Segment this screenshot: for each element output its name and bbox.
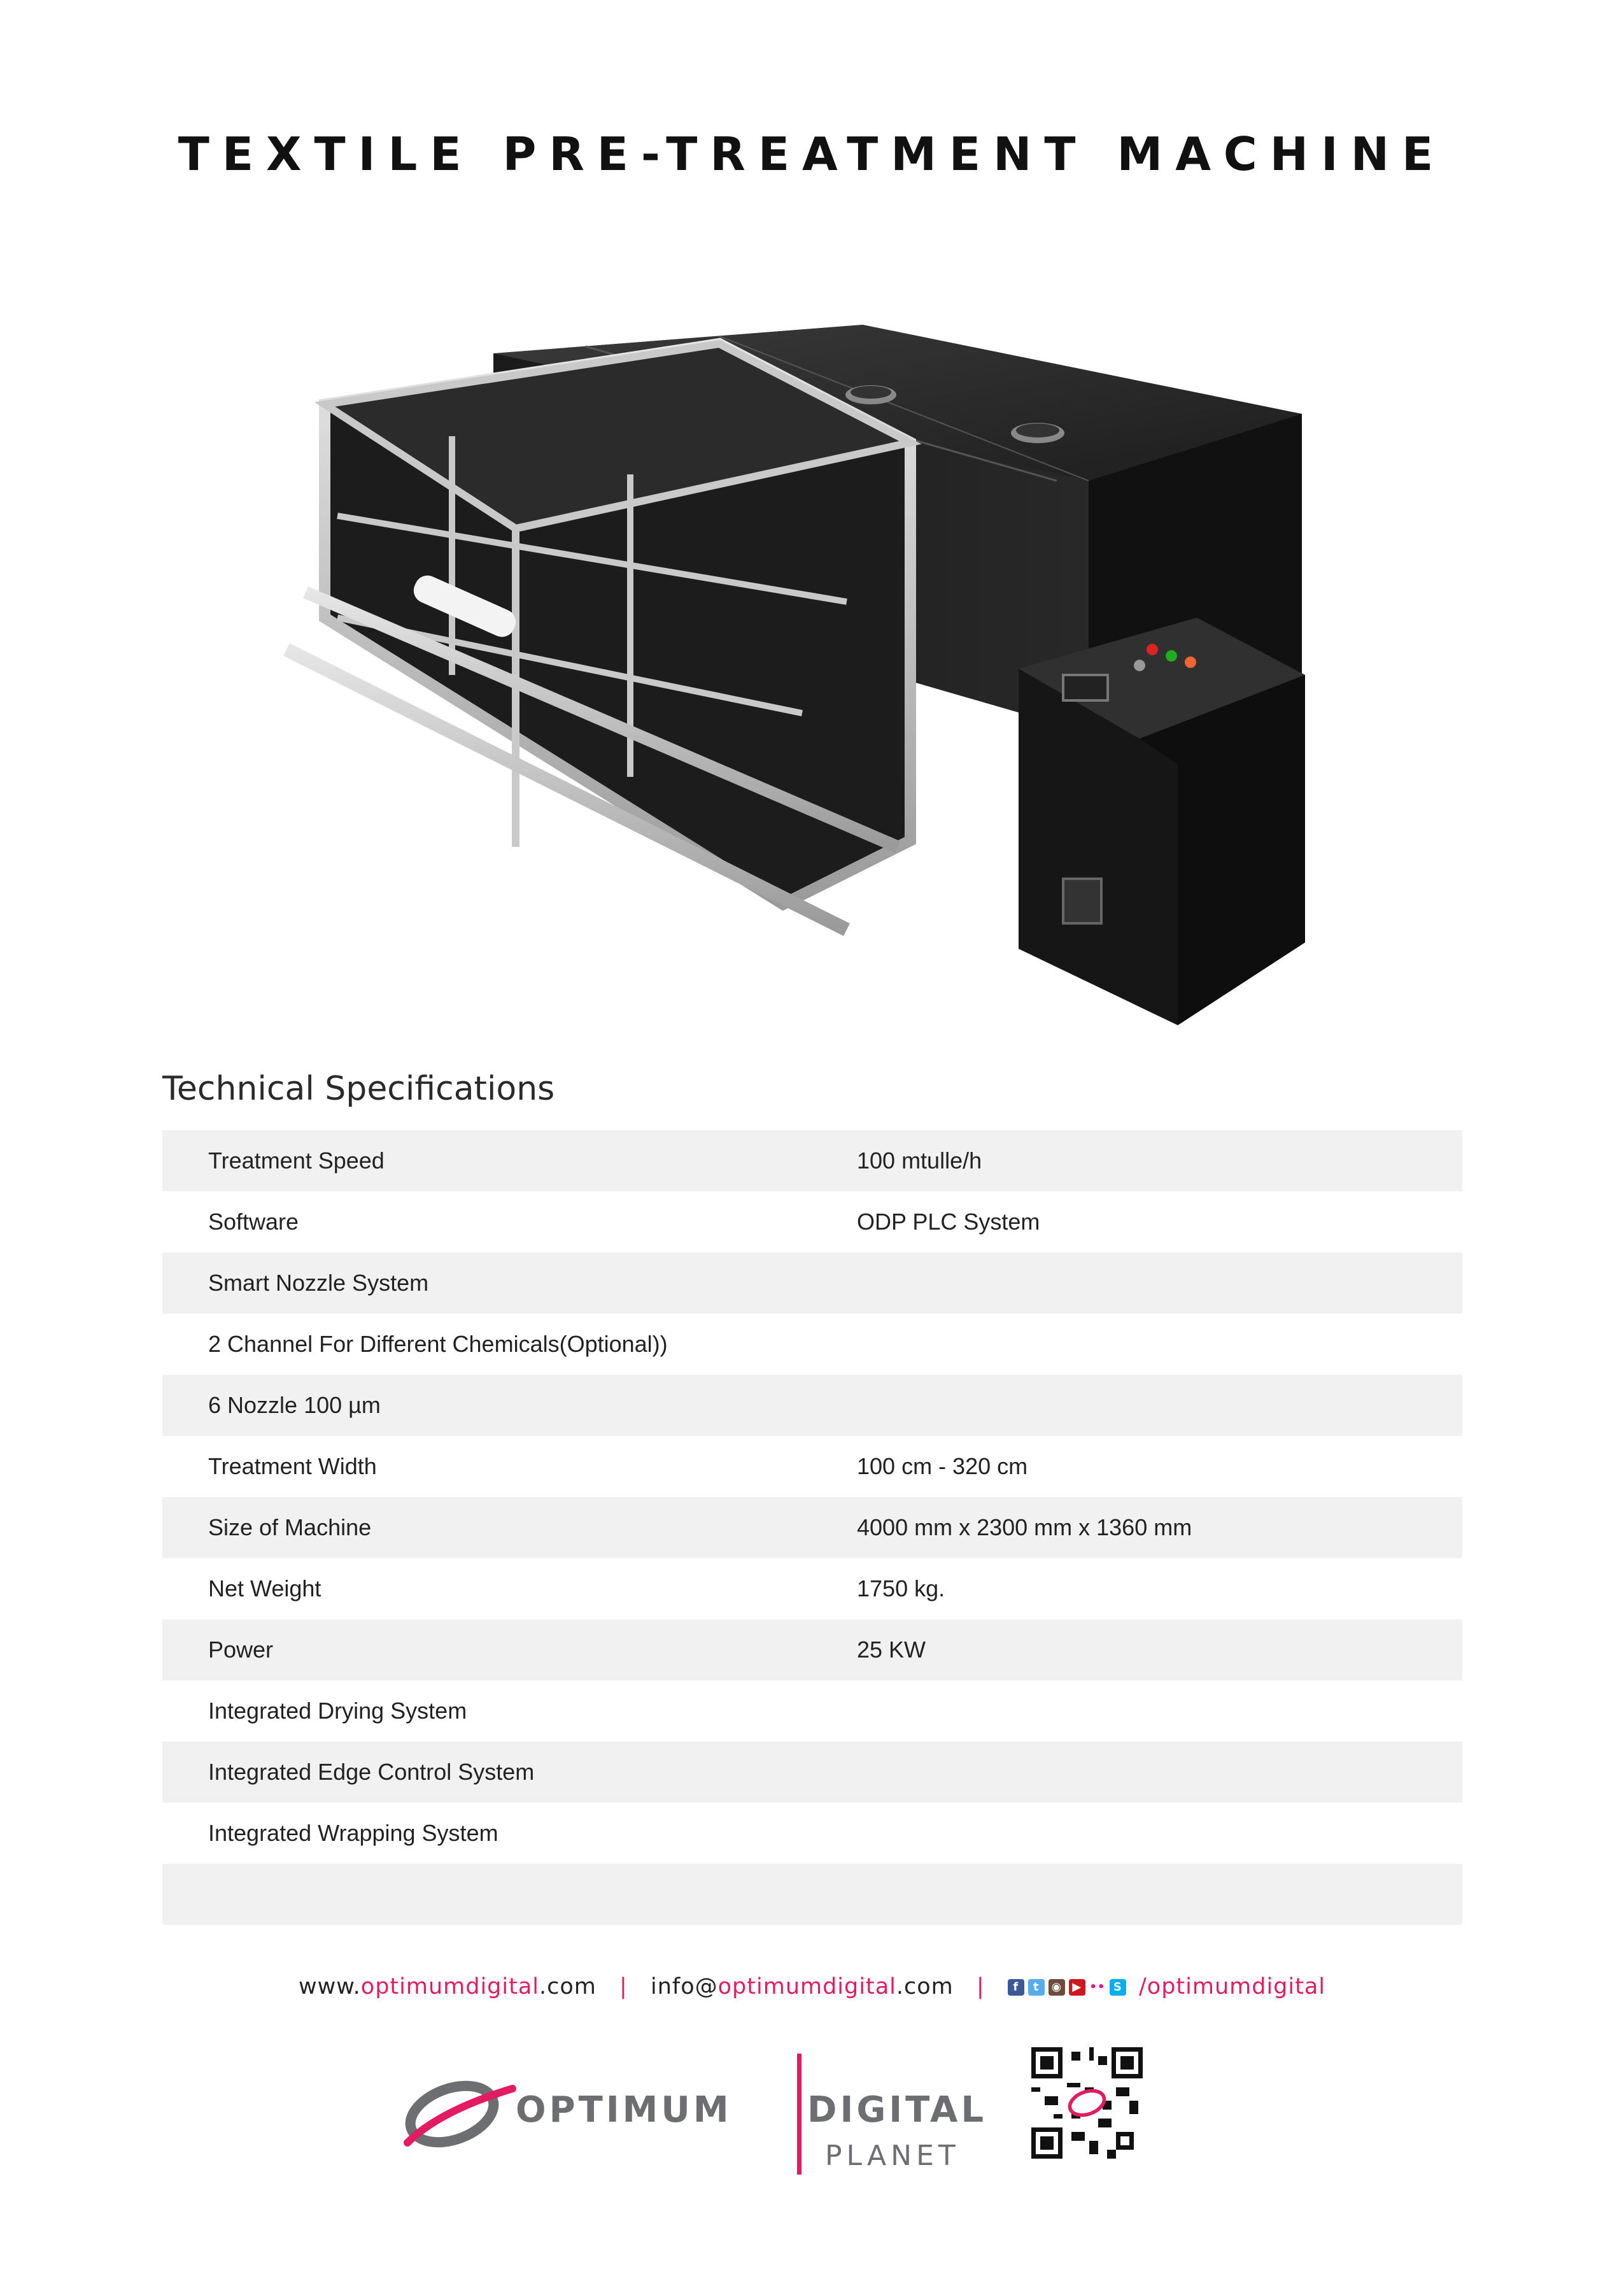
website-brand: optimumdigital — [360, 1974, 540, 1999]
logo-divider — [797, 2054, 801, 2175]
table-row — [162, 1803, 1462, 1864]
machine-image — [274, 318, 1343, 1057]
spec-key: Treatment Width — [208, 1453, 377, 1479]
email-suffix: .com — [896, 1974, 954, 1999]
footer-separator: | — [976, 1974, 985, 1999]
social-handle[interactable]: /optimumdigital — [1138, 1974, 1326, 1999]
specs-heading: Technical Specifications — [162, 1070, 555, 1108]
table-row — [162, 1314, 1462, 1375]
logo-word-digital: DIGITAL — [807, 2089, 987, 2131]
table-row — [162, 1191, 1462, 1253]
spec-key: Integrated Edge Control System — [208, 1759, 535, 1785]
table-row — [162, 1436, 1462, 1497]
logo-word-planet: PLANET — [825, 2140, 960, 2172]
website-link[interactable] — [299, 1974, 597, 1999]
flickr-icon[interactable]: •• — [1089, 1979, 1106, 1996]
instagram-icon[interactable]: ◉ — [1049, 1979, 1065, 1996]
spec-value: 25 KW — [857, 1636, 926, 1663]
spec-value: 1750 kg. — [857, 1575, 945, 1601]
table-row — [162, 1680, 1462, 1742]
contact-footer — [0, 1974, 1624, 1999]
spec-value: 4000 mm x 2300 mm x 1360 mm — [857, 1514, 1192, 1540]
logo-word-optimum: OPTIMUM — [516, 2089, 732, 2131]
youtube-icon[interactable]: ▶ — [1069, 1979, 1085, 1996]
table-row — [162, 1375, 1462, 1436]
table-row — [162, 1558, 1462, 1619]
spec-key: Net Weight — [208, 1575, 321, 1601]
email-brand: optimumdigital — [717, 1974, 896, 1999]
facebook-icon[interactable]: f — [1008, 1979, 1024, 1996]
qr-code[interactable] — [1031, 2047, 1143, 2159]
spec-key: Integrated Wrapping System — [208, 1820, 498, 1846]
social-icons — [1008, 1979, 1126, 1996]
spec-key: Software — [208, 1209, 299, 1235]
optimum-digital-planet-logo — [401, 2050, 987, 2178]
spec-key: Power — [208, 1636, 274, 1663]
table-row — [162, 1742, 1462, 1803]
spec-key: 2 Channel For Different Chemicals(Optional)) — [208, 1331, 668, 1357]
spec-key: 6 Nozzle 100 µm — [208, 1392, 381, 1418]
table-row — [162, 1619, 1462, 1680]
email-prefix: info@ — [650, 1974, 718, 1999]
footer-separator: | — [619, 1974, 628, 1999]
table-row — [162, 1864, 1462, 1925]
spec-key: Size of Machine — [208, 1514, 372, 1540]
spec-value: 100 mtulle/h — [857, 1147, 982, 1174]
website-prefix: www. — [298, 1974, 361, 1999]
skype-icon[interactable]: S — [1110, 1979, 1126, 1996]
page-title: TEXTILE PRE-TREATMENT MACHINE — [178, 127, 1446, 181]
email-link[interactable] — [651, 1974, 954, 1999]
table-row — [162, 1497, 1462, 1558]
spec-key: Treatment Speed — [208, 1147, 385, 1174]
twitter-icon[interactable]: t — [1028, 1979, 1045, 1996]
website-suffix: .com — [539, 1974, 597, 1999]
specs-table — [162, 1130, 1462, 1925]
spec-key: Smart Nozzle System — [208, 1270, 429, 1296]
spec-key: Integrated Drying System — [208, 1698, 467, 1724]
spec-value: 100 cm - 320 cm — [857, 1453, 1028, 1479]
table-row — [162, 1253, 1462, 1314]
table-row — [162, 1130, 1462, 1191]
orbit-logo-icon — [402, 2075, 512, 2153]
spec-value: ODP PLC System — [857, 1209, 1040, 1235]
